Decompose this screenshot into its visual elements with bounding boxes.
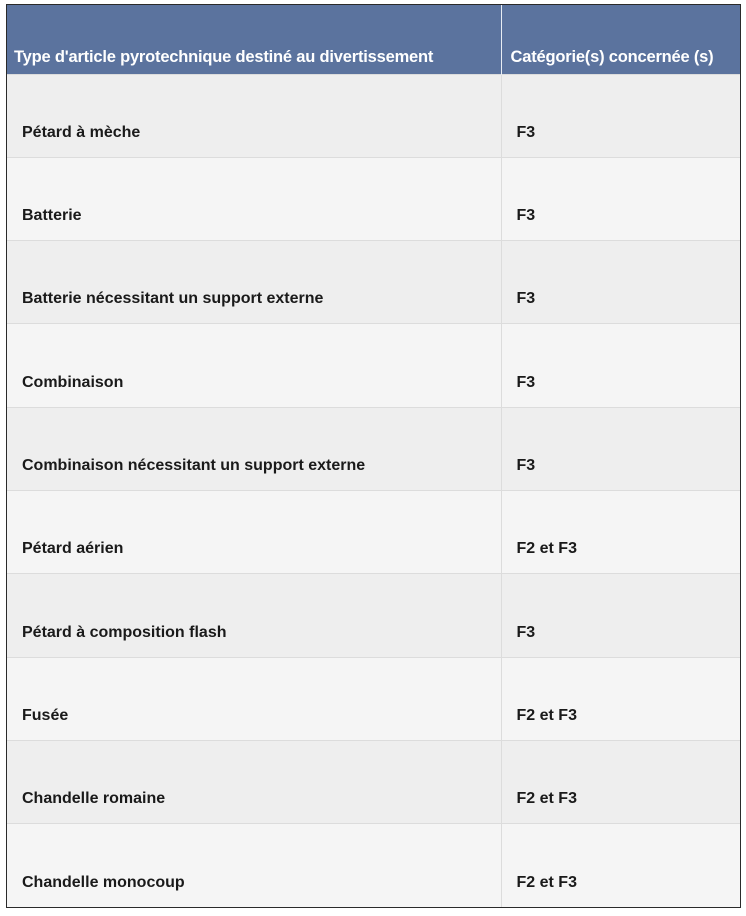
- header-article-type: Type d'article pyrotechnique destiné au divertissement: [7, 5, 501, 74]
- table-row: [7, 324, 740, 407]
- cell-category: F2 et F3: [501, 657, 740, 740]
- header-categories: Catégorie(s) concernée (s): [501, 5, 740, 74]
- table-header: [7, 5, 740, 74]
- table-row: [7, 490, 740, 573]
- table-row: [7, 574, 740, 657]
- table-body: [7, 74, 740, 907]
- cell-category: F3: [501, 241, 740, 324]
- cell-category: F3: [501, 574, 740, 657]
- header-row: [7, 5, 740, 74]
- cell-category: F3: [501, 74, 740, 157]
- table-row: [7, 241, 740, 324]
- table-row: [7, 824, 740, 907]
- cell-category: F2 et F3: [501, 824, 740, 907]
- cell-article-type: Combinaison nécessitant un support externe: [7, 407, 501, 490]
- cell-article-type: Chandelle monocoup: [7, 824, 501, 907]
- cell-article-type: Pétard aérien: [7, 490, 501, 573]
- cell-category: F3: [501, 324, 740, 407]
- table-row: [7, 407, 740, 490]
- cell-article-type: Combinaison: [7, 324, 501, 407]
- cell-category: F3: [501, 157, 740, 240]
- table-row: [7, 157, 740, 240]
- cell-category: F3: [501, 407, 740, 490]
- cell-article-type: Pétard à mèche: [7, 74, 501, 157]
- table-row: [7, 740, 740, 823]
- cell-article-type: Pétard à composition flash: [7, 574, 501, 657]
- cell-article-type: Fusée: [7, 657, 501, 740]
- pyrotechnic-table: [6, 4, 741, 908]
- table-row: [7, 657, 740, 740]
- cell-category: F2 et F3: [501, 740, 740, 823]
- table-row: [7, 74, 740, 157]
- cell-article-type: Batterie: [7, 157, 501, 240]
- cell-article-type: Batterie nécessitant un support externe: [7, 241, 501, 324]
- cell-category: F2 et F3: [501, 490, 740, 573]
- category-table: [7, 5, 740, 907]
- cell-article-type: Chandelle romaine: [7, 740, 501, 823]
